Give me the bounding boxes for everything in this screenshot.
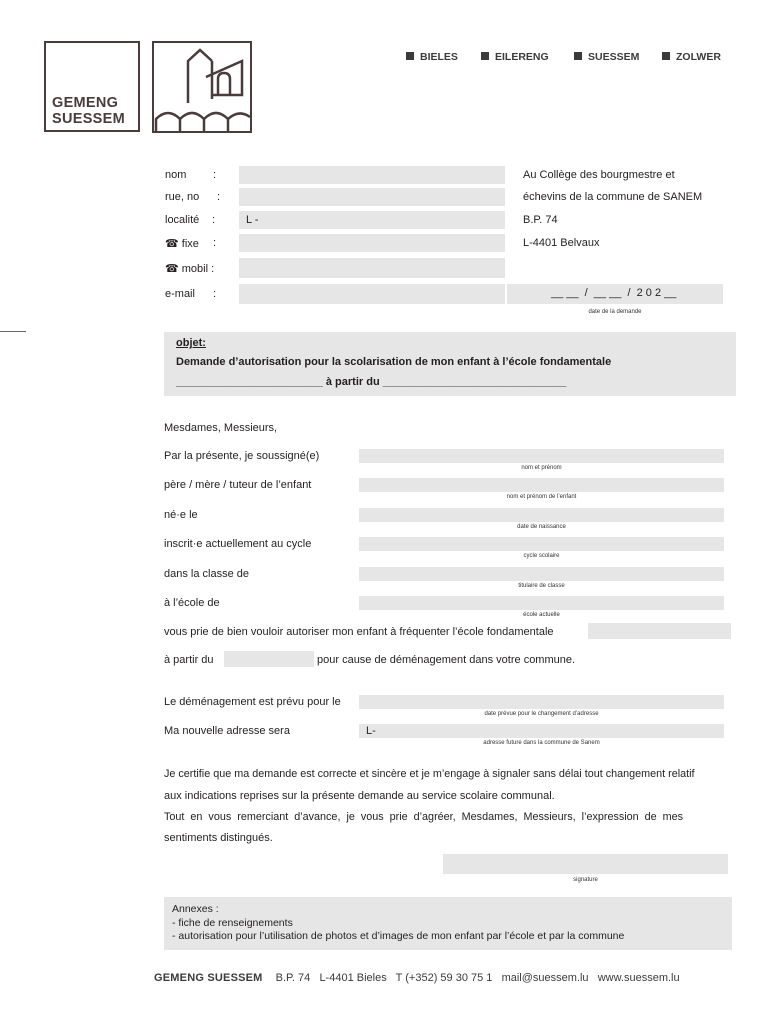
soussigne-caption: nom et prénom (521, 465, 562, 471)
certify-line-1: Je certifie que ma demande est correcte et sincère et je m’engage à signaler sans délai tout changement relatif (164, 768, 695, 780)
localite-input[interactable] (239, 211, 505, 229)
signature-input[interactable] (443, 854, 728, 874)
annex-item-1: - fiche de renseignements (172, 916, 293, 929)
signature-caption: signature (573, 877, 598, 883)
phone-icon: ☎ (165, 263, 179, 275)
certify-line-2: aux indications reprises sur la présente demande au service scolaire communal. (164, 790, 555, 802)
recipient-line-2: échevins de la commune de SANEM (523, 191, 703, 203)
move-date-input[interactable] (359, 695, 724, 709)
objet-title: objet: (176, 337, 206, 349)
recipient-line-1: Au Collège des bourgmestre et (523, 169, 675, 181)
colon: : (213, 288, 217, 300)
cycle-caption: cycle scolaire (523, 553, 560, 559)
mobil-input[interactable] (239, 258, 505, 278)
salutation: Mesdames, Messieurs, (164, 422, 278, 434)
nav-item-bieles[interactable]: BIELES (406, 51, 458, 63)
classe-caption: titulaire de classe (518, 583, 565, 589)
rue-input[interactable] (239, 188, 505, 206)
nav-item-suessem[interactable]: SUESSEM (574, 51, 639, 63)
mobil-label: ☎ mobil : (165, 263, 215, 275)
nom-label: nom (165, 169, 187, 181)
because-text: pour cause de déménagement dans votre commune. (317, 654, 576, 666)
new-address-label: Ma nouvelle adresse sera (164, 725, 290, 737)
nom-input[interactable] (239, 166, 505, 184)
naissance-input[interactable] (359, 508, 724, 522)
logo-wordmark (52, 95, 125, 127)
enfant-input[interactable] (359, 478, 724, 492)
objet-box (164, 332, 736, 396)
ecole-label: à l’école de (164, 597, 220, 609)
localite-label: localité (165, 214, 200, 226)
footer (154, 972, 680, 984)
cycle-input[interactable] (359, 537, 724, 551)
email-label: e-mail (165, 288, 195, 300)
localite-prefix: L - (246, 214, 259, 226)
new-address-input[interactable] (359, 724, 724, 738)
soussigne-label: Par la présente, je soussigné(e) (164, 450, 320, 462)
cycle-label: inscrit·e actuellement au cycle (164, 538, 312, 550)
new-address-prefix: L- (366, 725, 376, 737)
authorize-text: vous prie de bien vouloir autoriser mon enfant à fréquenter l’école fondamentale (164, 626, 554, 638)
move-label: Le déménagement est prévu pour le (164, 696, 341, 708)
date-demande-caption: date de la demande (588, 309, 642, 315)
colon: : (213, 237, 217, 249)
colon: : (213, 169, 217, 181)
logo-line-2: SUESSEM (52, 111, 126, 127)
annex-item-2: - autorisation pour l’utilisation de photos et d’images de mon enfant par l’école et par la commune (172, 930, 625, 942)
objet-line-1: Demande d’autorisation pour la scolarisation de mon enfant à l’école fondamentale (176, 356, 612, 368)
fixe-input[interactable] (239, 234, 505, 252)
footer-address: B.P. 74 L-4401 Bieles T (+352) 59 30 75 1 mail@suessem.lu www.suessem.lu (275, 972, 680, 984)
recipient-line-3: B.P. 74 (523, 214, 558, 226)
nav-item-zolwer[interactable]: ZOLWER (662, 51, 721, 63)
commune-emblem-icon (152, 41, 252, 133)
from-label: à partir du (164, 654, 214, 666)
ecole-caption: école actuelle (523, 612, 560, 618)
naissance-caption: date de naissance (517, 524, 566, 530)
date-placeholder: __ __ / __ __ / 2 0 2 __ (551, 287, 677, 299)
thanks-line-2: sentiments distingués. (164, 832, 273, 844)
annexes-box (164, 897, 732, 950)
naissance-label: né·e le (164, 509, 198, 521)
classe-label: dans la classe de (164, 568, 249, 580)
rue-label: rue, no (165, 191, 200, 203)
soussigne-input[interactable] (359, 449, 724, 463)
logo-line-1: GEMENG (52, 95, 119, 111)
enfant-caption: nom et prénom de l’enfant (506, 494, 577, 500)
footer-org: GEMENG SUESSEM (154, 972, 263, 984)
fixe-label: ☎ fixe (165, 238, 199, 250)
move-caption: date prévue pour le changement d’adresse (484, 711, 599, 717)
nav-item-eilereng[interactable]: EILERENG (481, 51, 549, 63)
from-date-input[interactable] (224, 651, 314, 667)
objet-line-2: ________________________ à partir du ______________________________ (176, 376, 567, 388)
classe-input[interactable] (359, 567, 724, 581)
annexes-title: Annexes : (172, 903, 219, 915)
recipient-line-4: L-4401 Belvaux (523, 237, 600, 249)
fold-mark (0, 331, 26, 332)
new-address-caption: adresse future dans la commune de Sanem (483, 740, 600, 746)
parent-label: père / mère / tuteur de l’enfant (164, 479, 312, 491)
colon: : (217, 191, 221, 203)
ecole-fondamentale-input[interactable] (588, 623, 731, 639)
ecole-input[interactable] (359, 596, 724, 610)
colon: : (212, 214, 216, 226)
email-input[interactable] (239, 284, 505, 304)
phone-icon: ☎ (165, 238, 179, 250)
date-demande-input[interactable] (507, 284, 723, 304)
thanks-line-1: Tout en vous remerciant d’avance, je vous prie d’agréer, Mesdames, Messieurs, l’expression de mes (164, 811, 684, 823)
